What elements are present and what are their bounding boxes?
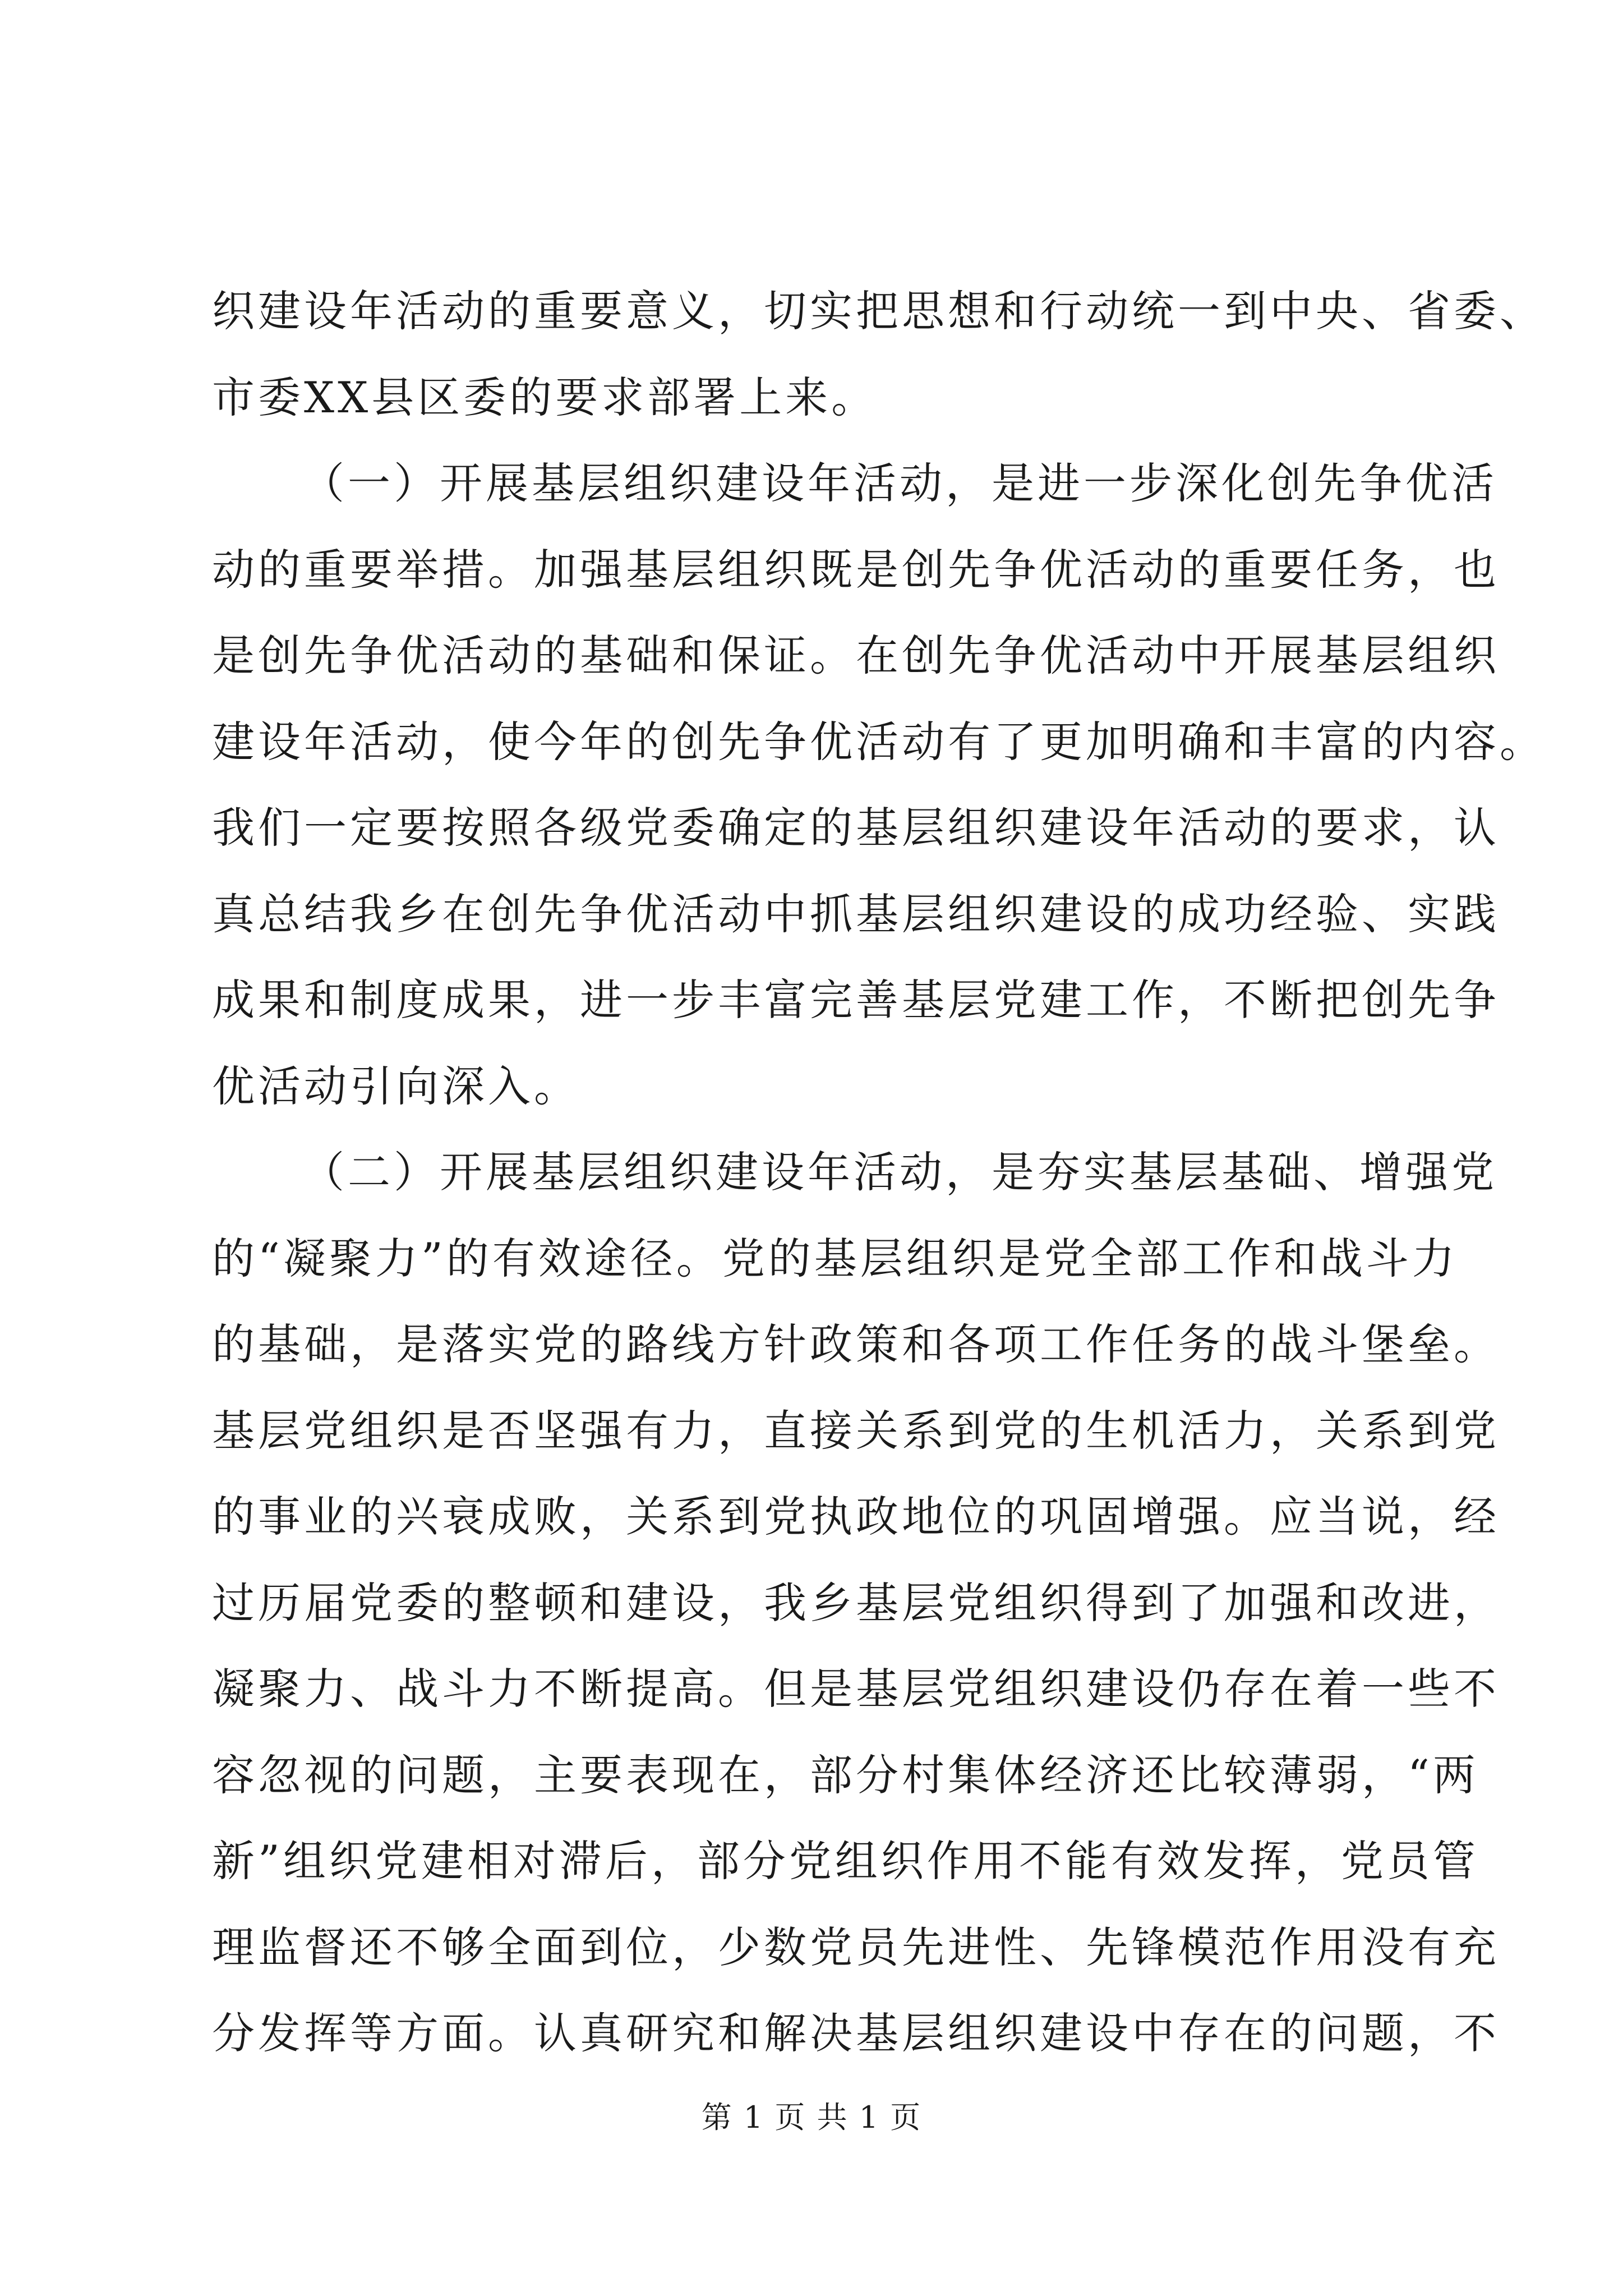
body-line: 建设年活动，使今年的创先争优活动有了更加明确和丰富的内容。 xyxy=(212,716,1546,767)
body-line: 理监督还不够全面到位，少数党员先进性、先锋模范作用没有充 xyxy=(212,1922,1500,1972)
body-line: 织建设年活动的重要意义，切实把思想和行动统一到中央、省委、 xyxy=(212,286,1546,336)
body-line: 的事业的兴衰成败，关系到党执政地位的巩固增强。应当说，经 xyxy=(212,1492,1500,1542)
body-line: 容忽视的问题，主要表现在，部分村集体经济还比较薄弱，“两 xyxy=(212,1750,1479,1800)
body-line: 市委XX县区委的要求部署上来。 xyxy=(212,372,878,422)
body-line: 过历届党委的整顿和建设，我乡基层党组织得到了加强和改进， xyxy=(212,1577,1500,1628)
body-line: 我们一定要按照各级党委确定的基层组织建设年活动的要求，认 xyxy=(212,803,1500,853)
body-line: （二）开展基层组织建设年活动，是夯实基层基础、增强党 xyxy=(302,1147,1497,1197)
body-line: 的基础，是落实党的路线方针政策和各项工作任务的战斗堡垒。 xyxy=(212,1319,1500,1369)
body-line: 是创先争优活动的基础和保证。在创先争优活动中开展基层组织 xyxy=(212,631,1500,680)
body-line: 动的重要举措。加强基层组织既是创先争优活动的重要任务，也 xyxy=(212,544,1500,595)
body-line: 分发挥等方面。认真研究和解决基层组织建设中存在的问题，不 xyxy=(212,2008,1500,2058)
page-number-label: 第 1 页 共 1 页 xyxy=(701,2100,922,2135)
body-line: 的“凝聚力”的有效途径。党的基层组织是党全部工作和战斗力 xyxy=(212,1233,1458,1283)
document-body xyxy=(212,268,1546,2077)
page-footer xyxy=(0,2098,1623,2137)
body-line: （一）开展基层组织建设年活动，是进一步深化创先争优活 xyxy=(302,458,1497,508)
body-line: 成果和制度成果，进一步丰富完善基层党建工作，不断把创先争 xyxy=(212,975,1500,1025)
body-line: 新”组织党建相对滞后，部分党组织作用不能有效发挥，党员管 xyxy=(212,1836,1479,1886)
body-line: 凝聚力、战斗力不断提高。但是基层党组织建设仍存在着一些不 xyxy=(212,1664,1500,1714)
body-line: 真总结我乡在创先争优活动中抓基层组织建设的成功经验、实践 xyxy=(212,889,1500,939)
body-line: 优活动引向深入。 xyxy=(212,1061,580,1111)
body-line: 基层党组织是否坚强有力，直接关系到党的生机活力，关系到党 xyxy=(212,1405,1500,1456)
